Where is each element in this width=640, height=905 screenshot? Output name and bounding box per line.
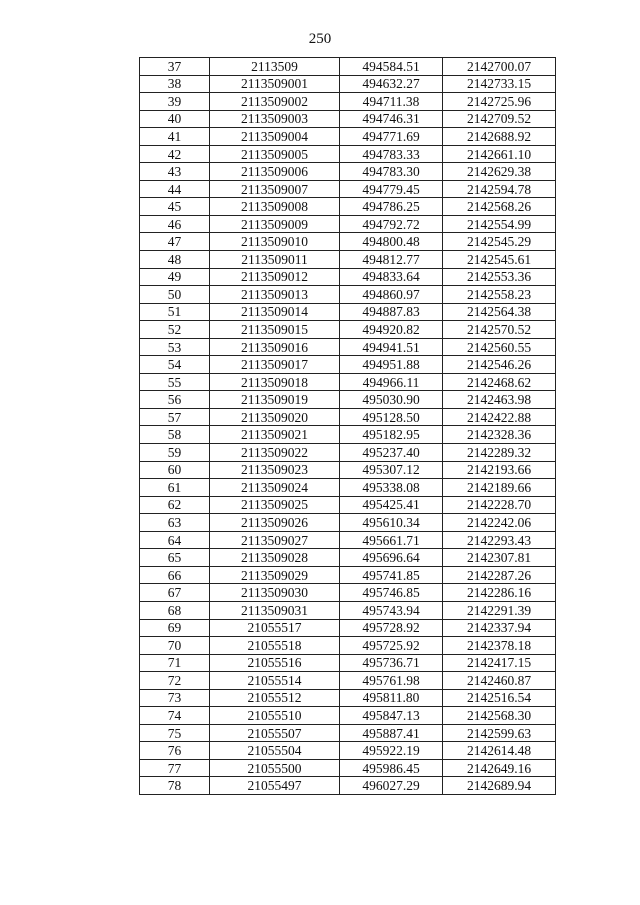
- row-index-cell: 47: [140, 233, 210, 251]
- row-index-cell: 44: [140, 180, 210, 198]
- point-id-cell: 2113509018: [210, 373, 340, 391]
- table-row: [140, 233, 556, 251]
- point-id-cell: 2113509022: [210, 444, 340, 462]
- coordinates-table: [139, 57, 556, 795]
- table-row: [140, 479, 556, 497]
- row-index-cell: 61: [140, 479, 210, 497]
- x-coordinate-cell: 495922.19: [340, 742, 443, 760]
- point-id-cell: 2113509023: [210, 461, 340, 479]
- row-index-cell: 58: [140, 426, 210, 444]
- x-coordinate-cell: 494711.38: [340, 93, 443, 111]
- x-coordinate-cell: 494771.69: [340, 128, 443, 146]
- x-coordinate-cell: 495661.71: [340, 531, 443, 549]
- row-index-cell: 64: [140, 531, 210, 549]
- table-row: [140, 601, 556, 619]
- x-coordinate-cell: 495610.34: [340, 514, 443, 532]
- y-coordinate-cell: 2142291.39: [443, 601, 556, 619]
- table-row: [140, 198, 556, 216]
- y-coordinate-cell: 2142463.98: [443, 391, 556, 409]
- table-row: [140, 163, 556, 181]
- y-coordinate-cell: 2142661.10: [443, 145, 556, 163]
- point-id-cell: 21055516: [210, 654, 340, 672]
- table-row: [140, 637, 556, 655]
- row-index-cell: 76: [140, 742, 210, 760]
- y-coordinate-cell: 2142568.26: [443, 198, 556, 216]
- row-index-cell: 37: [140, 58, 210, 76]
- row-index-cell: 71: [140, 654, 210, 672]
- y-coordinate-cell: 2142568.30: [443, 707, 556, 725]
- x-coordinate-cell: 495761.98: [340, 672, 443, 690]
- y-coordinate-cell: 2142688.92: [443, 128, 556, 146]
- y-coordinate-cell: 2142558.23: [443, 286, 556, 304]
- table-row: [140, 268, 556, 286]
- table-row: [140, 619, 556, 637]
- y-coordinate-cell: 2142287.26: [443, 566, 556, 584]
- y-coordinate-cell: 2142649.16: [443, 759, 556, 777]
- row-index-cell: 53: [140, 338, 210, 356]
- row-index-cell: 48: [140, 251, 210, 269]
- table-row: [140, 777, 556, 795]
- row-index-cell: 49: [140, 268, 210, 286]
- table-row: [140, 426, 556, 444]
- row-index-cell: 75: [140, 724, 210, 742]
- row-index-cell: 57: [140, 408, 210, 426]
- table-row: [140, 496, 556, 514]
- table-row: [140, 251, 556, 269]
- x-coordinate-cell: 495811.80: [340, 689, 443, 707]
- page-number: 250: [308, 31, 332, 47]
- x-coordinate-cell: 494951.88: [340, 356, 443, 374]
- y-coordinate-cell: 2142599.63: [443, 724, 556, 742]
- point-id-cell: 2113509004: [210, 128, 340, 146]
- point-id-cell: 2113509015: [210, 321, 340, 339]
- row-index-cell: 43: [140, 163, 210, 181]
- point-id-cell: 2113509013: [210, 286, 340, 304]
- point-id-cell: 21055514: [210, 672, 340, 690]
- row-index-cell: 55: [140, 373, 210, 391]
- y-coordinate-cell: 2142289.32: [443, 444, 556, 462]
- x-coordinate-cell: 495741.85: [340, 566, 443, 584]
- table-row: [140, 707, 556, 725]
- table-row: [140, 461, 556, 479]
- table-row: [140, 549, 556, 567]
- x-coordinate-cell: 494584.51: [340, 58, 443, 76]
- x-coordinate-cell: 494887.83: [340, 303, 443, 321]
- point-id-cell: 2113509029: [210, 566, 340, 584]
- y-coordinate-cell: 2142228.70: [443, 496, 556, 514]
- point-id-cell: 2113509019: [210, 391, 340, 409]
- table-row: [140, 444, 556, 462]
- x-coordinate-cell: 494920.82: [340, 321, 443, 339]
- x-coordinate-cell: 495986.45: [340, 759, 443, 777]
- row-index-cell: 66: [140, 566, 210, 584]
- point-id-cell: 21055507: [210, 724, 340, 742]
- row-index-cell: 69: [140, 619, 210, 637]
- point-id-cell: 21055512: [210, 689, 340, 707]
- table-row: [140, 286, 556, 304]
- row-index-cell: 68: [140, 601, 210, 619]
- point-id-cell: 2113509025: [210, 496, 340, 514]
- table-row: [140, 180, 556, 198]
- row-index-cell: 52: [140, 321, 210, 339]
- x-coordinate-cell: 495030.90: [340, 391, 443, 409]
- x-coordinate-cell: 494941.51: [340, 338, 443, 356]
- y-coordinate-cell: 2142422.88: [443, 408, 556, 426]
- table-row: [140, 584, 556, 602]
- x-coordinate-cell: 494779.45: [340, 180, 443, 198]
- table-row: [140, 356, 556, 374]
- y-coordinate-cell: 2142700.07: [443, 58, 556, 76]
- table-row: [140, 338, 556, 356]
- row-index-cell: 74: [140, 707, 210, 725]
- point-id-cell: 21055518: [210, 637, 340, 655]
- row-index-cell: 46: [140, 215, 210, 233]
- table-row: [140, 672, 556, 690]
- coordinates-table-body: [140, 58, 556, 795]
- y-coordinate-cell: 2142545.29: [443, 233, 556, 251]
- row-index-cell: 65: [140, 549, 210, 567]
- table-row: [140, 759, 556, 777]
- point-id-cell: 21055517: [210, 619, 340, 637]
- point-id-cell: 2113509005: [210, 145, 340, 163]
- row-index-cell: 42: [140, 145, 210, 163]
- row-index-cell: 59: [140, 444, 210, 462]
- x-coordinate-cell: 495696.64: [340, 549, 443, 567]
- x-coordinate-cell: 495847.13: [340, 707, 443, 725]
- point-id-cell: 2113509017: [210, 356, 340, 374]
- x-coordinate-cell: 495307.12: [340, 461, 443, 479]
- point-id-cell: 2113509031: [210, 601, 340, 619]
- table-row: [140, 303, 556, 321]
- y-coordinate-cell: 2142564.38: [443, 303, 556, 321]
- x-coordinate-cell: 495736.71: [340, 654, 443, 672]
- table-row: [140, 391, 556, 409]
- y-coordinate-cell: 2142545.61: [443, 251, 556, 269]
- table-row: [140, 110, 556, 128]
- y-coordinate-cell: 2142570.52: [443, 321, 556, 339]
- point-id-cell: 2113509008: [210, 198, 340, 216]
- table-row: [140, 321, 556, 339]
- point-id-cell: 2113509011: [210, 251, 340, 269]
- x-coordinate-cell: 494783.30: [340, 163, 443, 181]
- table-row: [140, 128, 556, 146]
- y-coordinate-cell: 2142553.36: [443, 268, 556, 286]
- y-coordinate-cell: 2142242.06: [443, 514, 556, 532]
- x-coordinate-cell: 494746.31: [340, 110, 443, 128]
- point-id-cell: 2113509024: [210, 479, 340, 497]
- point-id-cell: 21055510: [210, 707, 340, 725]
- row-index-cell: 78: [140, 777, 210, 795]
- table-row: [140, 58, 556, 76]
- x-coordinate-cell: 496027.29: [340, 777, 443, 795]
- point-id-cell: 2113509: [210, 58, 340, 76]
- row-index-cell: 56: [140, 391, 210, 409]
- row-index-cell: 73: [140, 689, 210, 707]
- point-id-cell: 21055500: [210, 759, 340, 777]
- point-id-cell: 2113509028: [210, 549, 340, 567]
- y-coordinate-cell: 2142516.54: [443, 689, 556, 707]
- table-row: [140, 75, 556, 93]
- y-coordinate-cell: 2142614.48: [443, 742, 556, 760]
- table-row: [140, 215, 556, 233]
- table-row: [140, 531, 556, 549]
- y-coordinate-cell: 2142554.99: [443, 215, 556, 233]
- point-id-cell: 2113509009: [210, 215, 340, 233]
- x-coordinate-cell: 494786.25: [340, 198, 443, 216]
- point-id-cell: 2113509002: [210, 93, 340, 111]
- row-index-cell: 38: [140, 75, 210, 93]
- y-coordinate-cell: 2142733.15: [443, 75, 556, 93]
- x-coordinate-cell: 495725.92: [340, 637, 443, 655]
- point-id-cell: 21055497: [210, 777, 340, 795]
- y-coordinate-cell: 2142417.15: [443, 654, 556, 672]
- row-index-cell: 51: [140, 303, 210, 321]
- point-id-cell: 2113509016: [210, 338, 340, 356]
- y-coordinate-cell: 2142189.66: [443, 479, 556, 497]
- table-row: [140, 566, 556, 584]
- x-coordinate-cell: 494632.27: [340, 75, 443, 93]
- table-row: [140, 724, 556, 742]
- point-id-cell: 2113509014: [210, 303, 340, 321]
- table-row: [140, 408, 556, 426]
- row-index-cell: 62: [140, 496, 210, 514]
- row-index-cell: 54: [140, 356, 210, 374]
- row-index-cell: 45: [140, 198, 210, 216]
- table-row: [140, 373, 556, 391]
- point-id-cell: 2113509006: [210, 163, 340, 181]
- x-coordinate-cell: 495887.41: [340, 724, 443, 742]
- x-coordinate-cell: 494800.48: [340, 233, 443, 251]
- y-coordinate-cell: 2142709.52: [443, 110, 556, 128]
- table-row: [140, 93, 556, 111]
- point-id-cell: 2113509010: [210, 233, 340, 251]
- x-coordinate-cell: 495237.40: [340, 444, 443, 462]
- point-id-cell: 2113509020: [210, 408, 340, 426]
- x-coordinate-cell: 495746.85: [340, 584, 443, 602]
- table-row: [140, 742, 556, 760]
- table-row: [140, 145, 556, 163]
- y-coordinate-cell: 2142378.18: [443, 637, 556, 655]
- y-coordinate-cell: 2142560.55: [443, 338, 556, 356]
- x-coordinate-cell: 495128.50: [340, 408, 443, 426]
- point-id-cell: 2113509027: [210, 531, 340, 549]
- point-id-cell: 21055504: [210, 742, 340, 760]
- y-coordinate-cell: 2142307.81: [443, 549, 556, 567]
- x-coordinate-cell: 495425.41: [340, 496, 443, 514]
- row-index-cell: 77: [140, 759, 210, 777]
- row-index-cell: 63: [140, 514, 210, 532]
- y-coordinate-cell: 2142286.16: [443, 584, 556, 602]
- table-row: [140, 514, 556, 532]
- x-coordinate-cell: 494860.97: [340, 286, 443, 304]
- y-coordinate-cell: 2142460.87: [443, 672, 556, 690]
- row-index-cell: 72: [140, 672, 210, 690]
- x-coordinate-cell: 495182.95: [340, 426, 443, 444]
- point-id-cell: 2113509030: [210, 584, 340, 602]
- y-coordinate-cell: 2142546.26: [443, 356, 556, 374]
- x-coordinate-cell: 494792.72: [340, 215, 443, 233]
- row-index-cell: 60: [140, 461, 210, 479]
- y-coordinate-cell: 2142337.94: [443, 619, 556, 637]
- y-coordinate-cell: 2142328.36: [443, 426, 556, 444]
- x-coordinate-cell: 494966.11: [340, 373, 443, 391]
- point-id-cell: 2113509026: [210, 514, 340, 532]
- x-coordinate-cell: 495338.08: [340, 479, 443, 497]
- point-id-cell: 2113509012: [210, 268, 340, 286]
- y-coordinate-cell: 2142193.66: [443, 461, 556, 479]
- x-coordinate-cell: 494783.33: [340, 145, 443, 163]
- row-index-cell: 67: [140, 584, 210, 602]
- x-coordinate-cell: 495728.92: [340, 619, 443, 637]
- x-coordinate-cell: 494812.77: [340, 251, 443, 269]
- table-row: [140, 654, 556, 672]
- y-coordinate-cell: 2142468.62: [443, 373, 556, 391]
- row-index-cell: 40: [140, 110, 210, 128]
- row-index-cell: 41: [140, 128, 210, 146]
- y-coordinate-cell: 2142629.38: [443, 163, 556, 181]
- row-index-cell: 70: [140, 637, 210, 655]
- y-coordinate-cell: 2142689.94: [443, 777, 556, 795]
- point-id-cell: 2113509007: [210, 180, 340, 198]
- x-coordinate-cell: 494833.64: [340, 268, 443, 286]
- point-id-cell: 2113509003: [210, 110, 340, 128]
- y-coordinate-cell: 2142725.96: [443, 93, 556, 111]
- table-row: [140, 689, 556, 707]
- row-index-cell: 39: [140, 93, 210, 111]
- row-index-cell: 50: [140, 286, 210, 304]
- point-id-cell: 2113509001: [210, 75, 340, 93]
- y-coordinate-cell: 2142594.78: [443, 180, 556, 198]
- x-coordinate-cell: 495743.94: [340, 601, 443, 619]
- point-id-cell: 2113509021: [210, 426, 340, 444]
- y-coordinate-cell: 2142293.43: [443, 531, 556, 549]
